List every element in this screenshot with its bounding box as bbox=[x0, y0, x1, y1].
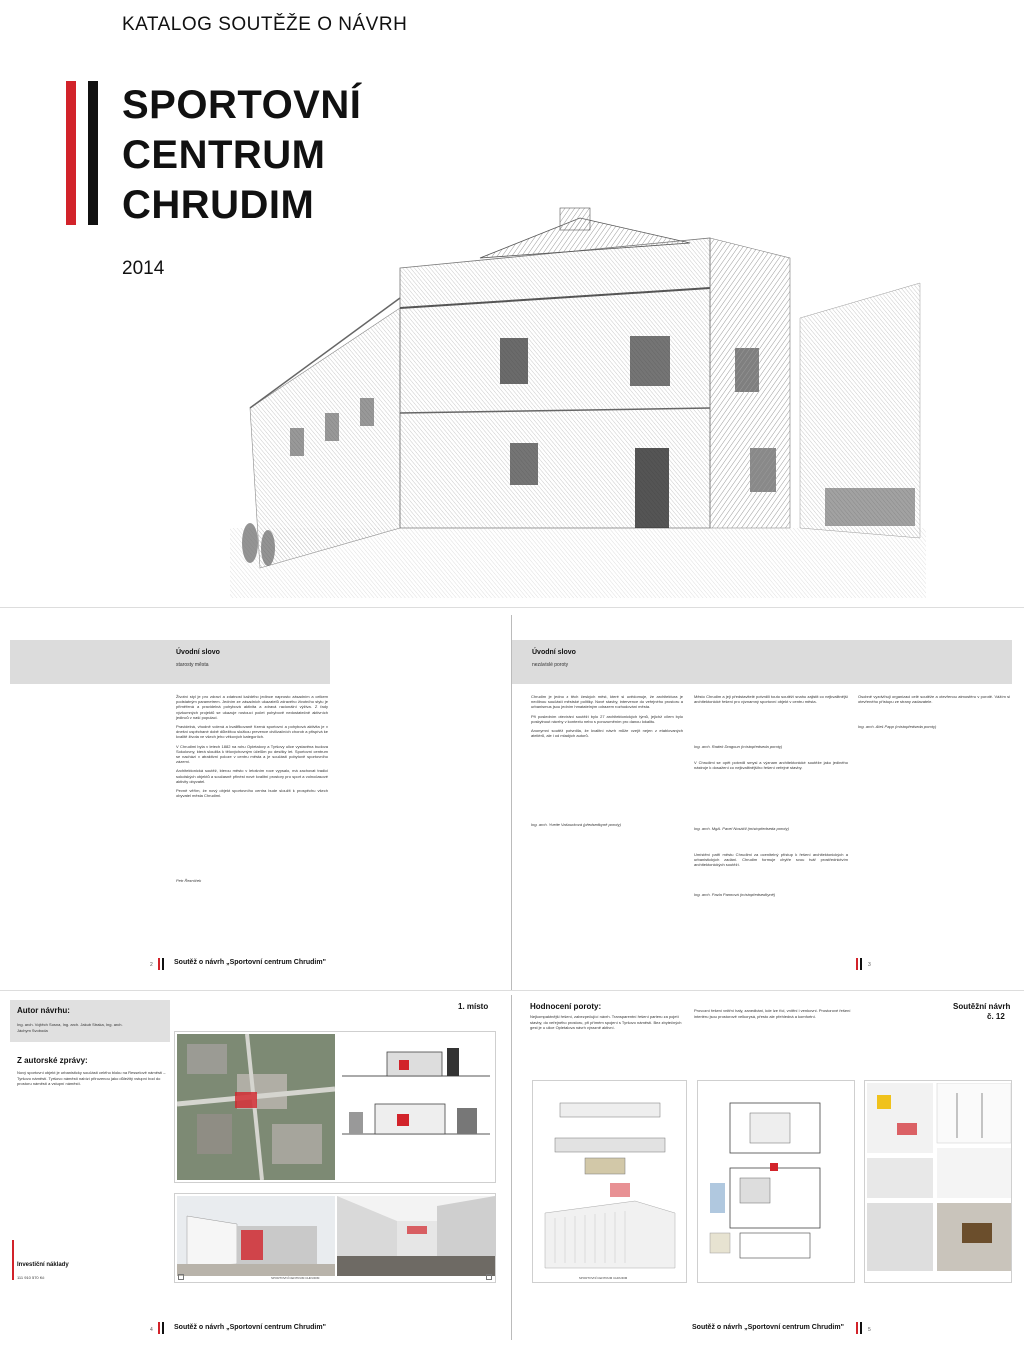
panel-number-box bbox=[178, 1274, 184, 1280]
paragraph: Architektonická soutěž, kterou město v letošním roce vypsalo, má zachovat tradici sokolských objektů a současně přinést nové kvalitní prostory pro sport a volnočasové aktivity obyvatel. bbox=[176, 768, 328, 784]
black-accent-bar bbox=[88, 81, 98, 225]
section-divider-2 bbox=[0, 990, 1024, 991]
author-label: Autor návrhu: bbox=[17, 1006, 70, 1015]
intro-right-col2-mid bbox=[694, 760, 848, 774]
section-drawings bbox=[337, 1034, 495, 1180]
eval-text: Nejkompaktnější řešení, zabezpečující návrh. Transparentní řešení parteru za pojetí stavby, do veřejného prostoru, při přímém spojení s Tyršovo náměstí. Bez zbytečných gest je u ulice Opletalova návrh výrazně aktivní. bbox=[530, 1014, 682, 1030]
elevations-and-render bbox=[535, 1083, 685, 1273]
intro-right-col3 bbox=[858, 694, 1010, 708]
intro-left-header bbox=[10, 640, 330, 684]
interior-render bbox=[337, 1196, 495, 1276]
paragraph: Město Chrudim a její představitelé potvrdili touto soutěží snahu zajistit co nejkvalitnější architektonické řešení pro významný sportovní objekt v centru města. bbox=[694, 694, 848, 705]
paragraph: V Chrudimi byla v letech 1882 na rohu Opletalovy a Tyršovy ulice vystavěna budova Sokolovny, která sloužila k tělovýchovným účelům po desítky let. Sportovní centrum se nachází v atraktivní poloze v centru města a je součástí pobytově sportovního zázemí. bbox=[176, 743, 328, 765]
spine-line-2 bbox=[511, 995, 512, 1340]
winner-right-footer: Soutěž o návrh „Sportovní centrum Chrudim" bbox=[692, 1324, 844, 1331]
panel-caption: SPORTOVNÍ CENTRUM CHRUDIM bbox=[271, 1276, 320, 1280]
page-number-5: 5 bbox=[868, 1327, 871, 1333]
col2-signature-1: Ing. arch. Radek Dragoun (místopředseda poroty) bbox=[694, 744, 783, 749]
paragraph: Pravidelná, vhodně volená a kvalifikovaně řízená sportovní a pohybová aktivita je v dnešní uspěchané době důležitou složkou prevence civilizačních chorob a přispívá ke kvalitě života ve všech jeho věkových kategoriích. bbox=[176, 724, 328, 740]
cover-kicker: KATALOG SOUTĚŽE O NÁVRH bbox=[122, 14, 408, 35]
paragraph: Při posledním otevírání soutěží bylo 27 architektonických týmů, jejichž cílem bylo poskytnout návrhy v kontextu nebo s porozuměním pro danou lokalitu. bbox=[531, 713, 683, 724]
paragraph: Osobně vyzdvihuji organizaci celé soutěže a otevřenou atmosféru v porotě. Vážím si otevřeného přístupu ze strany zadavatele. bbox=[858, 694, 1010, 705]
competition-panel-2 bbox=[174, 1193, 496, 1283]
panel-caption: SPORTOVNÍ CENTRUM CHRUDIM bbox=[578, 1276, 628, 1280]
intro-left-footer: Soutěž o návrh „Sportovní centrum Chrudim" bbox=[174, 959, 326, 966]
intro-right-col2 bbox=[694, 694, 848, 708]
competition-panel-1 bbox=[174, 1031, 496, 1183]
paragraph: Chrudim je jedno z těch českých měst, které si uvědomuje, že architektura je nedílnou součástí městské politiky. Nové stavby, intervence do veřejného prostoru a urbanismus jsou jedním hmatatelným odrazem rozhodování města. bbox=[531, 694, 683, 710]
page-number-4: 4 bbox=[150, 1327, 153, 1333]
eval-text-2: Provozní řešení vnitřní haly, zanedbání, kde lze říci, vnitřní i venkovní. Prostorové řešení interiéru jsou prostorově velkorysá, přesto ale přehledná a komfortní. bbox=[694, 1008, 851, 1019]
aerial-photo bbox=[177, 1034, 335, 1180]
col3-signature: Ing. arch. Aleš Papp (místopředseda poroty) bbox=[858, 724, 937, 729]
intro-left-subheading: starosty města bbox=[176, 662, 209, 668]
entry-label: Soutěžní návrh bbox=[953, 1002, 1011, 1011]
title-line-3: CHRUDIM bbox=[122, 183, 315, 227]
red-accent-bar bbox=[66, 81, 76, 225]
col2-signature-3: Ing. arch. Pavla Pannová (místopředsedkyně) bbox=[694, 892, 776, 897]
invest-accent bbox=[12, 1240, 14, 1280]
intro-left-signature: Petr Řezníček bbox=[176, 878, 202, 883]
street-render bbox=[177, 1196, 335, 1276]
footer-bars bbox=[856, 958, 864, 970]
competition-panel-4 bbox=[697, 1080, 855, 1283]
competition-panel-3 bbox=[532, 1080, 687, 1283]
sokolovna-sketch bbox=[230, 198, 926, 598]
paragraph: Umístění patří městu Chrudimi za ocenitelný přístup k řešení architektonických a urbanistických zadání. Chrudim formuje chytře svou tvář prostřednictvím architektonických soutěží. bbox=[694, 852, 848, 868]
intro-right-col2b bbox=[694, 852, 848, 872]
cover-year: 2014 bbox=[122, 258, 165, 279]
section-divider bbox=[0, 607, 1024, 608]
invest-value: 111 910 570 Kč bbox=[17, 1275, 45, 1280]
entry-number: č. 12 bbox=[987, 1012, 1005, 1021]
intro-right-col1 bbox=[531, 694, 683, 742]
paragraph: V Chrudimi se opět potvrdil smysl a význam architektonické soutěže jako jediného nástroje k dosažení co nejkvalitnějšího řešení veřejné stavby. bbox=[694, 760, 848, 771]
title-line-2: CENTRUM bbox=[122, 133, 326, 177]
intro-right-subheading: nezávislé poroty bbox=[532, 662, 569, 668]
invest-label: Investiční náklady bbox=[17, 1262, 69, 1268]
footer-bars bbox=[856, 1322, 864, 1334]
intro-right-header bbox=[512, 640, 1012, 684]
competition-panel-5 bbox=[864, 1080, 1012, 1283]
page-number-3: 3 bbox=[868, 962, 871, 968]
page-number-2: 2 bbox=[150, 962, 153, 968]
floor-plans bbox=[700, 1083, 854, 1273]
intro-left-heading: Úvodní slovo bbox=[176, 649, 220, 656]
report-text: Nový sportovní objekt je urbanisticky součástí celého bloku na Resselově náměstí – Tyršovo náměstí. Tyršovo náměstí nabízí přirozenou jako důležitý vstupní bod do prostoru náměstí a vstupní náměstí. bbox=[17, 1070, 166, 1086]
footer-bars bbox=[158, 958, 166, 970]
title-line-1: SPORTOVNÍ bbox=[122, 83, 362, 127]
paragraph: Anonymní soutěž potvrdila, že kvalitní návrh může vzejít nejen z etablovaných ateliérů, ale i od mladých autorů. bbox=[531, 728, 683, 739]
paragraph: Pevně věřím, že nový objekt sportovního centra bude sloužit k prospěchu všech obyvatel města Chrudimi. bbox=[176, 788, 328, 799]
panel-corner-box bbox=[486, 1274, 492, 1280]
interior-views bbox=[867, 1083, 1011, 1273]
col2-signature-2: Ing. arch. MgA. Pavel Nosáčil (místopředseda poroty) bbox=[694, 826, 789, 831]
footer-bars bbox=[158, 1322, 166, 1334]
eval-label: Hodnocení poroty: bbox=[530, 1002, 602, 1011]
report-label: Z autorské zprávy: bbox=[17, 1056, 88, 1065]
author-names: Ing. arch. Vojtěch Sosna, Ing. arch. Jakub Straka, Ing. arch. Jáchym Svoboda bbox=[17, 1022, 123, 1033]
intro-right-heading: Úvodní slovo bbox=[532, 649, 576, 656]
paragraph: Životní styl je pro zdraví a zdatnost každého jedince naprosto zásadním a celkem podstatným parametrem. Jedním ze zásadních ukazatelů zdravého životního stylu je přiměřená a pravidelná pohybová aktivita a zdravá racionální výživa. Z řady výzkumných projektů se ukazuje rostoucí počet pohybově nedostatečně aktivních jedinců v naší populaci. bbox=[176, 694, 328, 720]
place-label: 1. místo bbox=[458, 1002, 489, 1011]
winner-left-footer: Soutěž o návrh „Sportovní centrum Chrudim" bbox=[174, 1324, 326, 1331]
col1-signature: Ing. arch. Yvette Vašourková (předsedkyně poroty) bbox=[531, 822, 621, 827]
intro-left-text bbox=[176, 694, 328, 802]
